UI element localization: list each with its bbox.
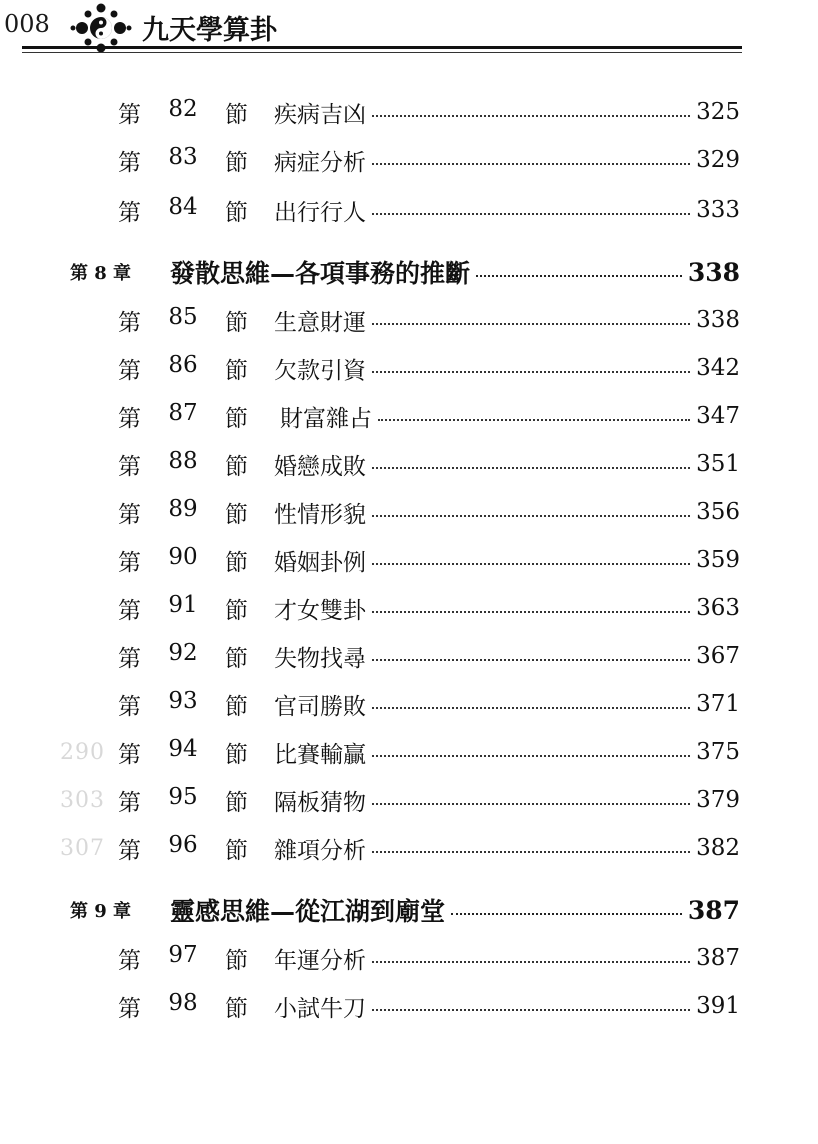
section-number: 第 90 節 [118, 543, 248, 576]
toc-chapter-row [70, 890, 740, 930]
toc-section-row [118, 938, 740, 978]
section-title: 疾病吉凶 [274, 101, 366, 128]
leader-dots [372, 659, 690, 661]
page-reference: 351 [696, 451, 740, 477]
page-reference: 387 [696, 945, 740, 971]
toc-section-row [118, 986, 740, 1026]
section-title: 婚姻卦例 [274, 549, 366, 576]
toc-section-row [118, 540, 740, 580]
section-title: 才女雙卦 [274, 597, 366, 624]
chapter-number: 第 9 章 [70, 901, 132, 922]
page-reference: 325 [696, 99, 740, 125]
page-reference: 342 [696, 355, 740, 381]
toc-section-row [118, 684, 740, 724]
leader-dots [476, 275, 682, 277]
leader-dots [372, 1009, 690, 1011]
page-reference: 329 [696, 147, 740, 173]
toc-section-row [118, 140, 740, 180]
page-reference: 356 [696, 499, 740, 525]
section-title: 小試牛刀 [274, 995, 366, 1022]
section-number: 第 84 節 [118, 193, 248, 226]
chapter-title: 靈感思維—從江湖到廟堂 [170, 897, 446, 926]
page-reference: 367 [696, 643, 740, 669]
page-reference: 347 [696, 403, 740, 429]
toc-section-row [118, 828, 740, 868]
section-number: 第 87 節 [118, 399, 248, 432]
toc-section-row [118, 190, 740, 230]
toc-section-row [118, 732, 740, 772]
section-title: 出行行人 [274, 199, 366, 226]
section-number: 第 89 節 [118, 495, 248, 528]
book-title: 九天學算卦 [142, 15, 277, 46]
section-number: 第 94 節 [118, 735, 248, 768]
section-title: 財富雜占 [280, 405, 372, 432]
leader-dots [372, 371, 690, 373]
section-title: 婚戀成敗 [274, 453, 366, 480]
section-title: 欠款引資 [274, 357, 366, 384]
leader-dots [372, 163, 690, 165]
leader-dots [378, 419, 690, 421]
toc-section-row [118, 492, 740, 532]
page-reference: 338 [696, 307, 740, 333]
section-number: 第 98 節 [118, 989, 248, 1022]
toc-section-row [118, 348, 740, 388]
section-title: 比賽輸贏 [274, 741, 366, 768]
page-reference: 382 [696, 835, 740, 861]
page-header [0, 0, 818, 60]
toc-section-row [118, 92, 740, 132]
section-number: 第 85 節 [118, 303, 248, 336]
chapter-title: 發散思維—各項事務的推斷 [170, 259, 471, 288]
section-title: 隔板猜物 [274, 789, 366, 816]
section-title: 雜項分析 [274, 837, 366, 864]
section-number: 第 97 節 [118, 941, 248, 974]
section-title: 官司勝敗 [274, 693, 366, 720]
header-rule-thick [22, 46, 742, 49]
toc-section-row [118, 588, 740, 628]
section-title: 病症分析 [274, 149, 366, 176]
page-reference: 387 [687, 895, 740, 925]
section-number: 第 96 節 [118, 831, 248, 864]
chapter-number: 第 8 章 [70, 263, 132, 284]
bleed-through-text: 307 [60, 836, 105, 861]
page-reference: 338 [687, 257, 740, 287]
page-reference: 391 [696, 993, 740, 1019]
leader-dots [372, 803, 690, 805]
page-reference: 359 [696, 547, 740, 573]
leader-dots [372, 115, 690, 117]
leader-dots [372, 707, 690, 709]
section-number: 第 91 節 [118, 591, 248, 624]
section-title: 年運分析 [274, 947, 366, 974]
header-rule-thin [22, 52, 742, 53]
leader-dots [372, 611, 690, 613]
page-reference: 371 [696, 691, 740, 717]
section-number: 第 88 節 [118, 447, 248, 480]
page-number: 008 [4, 10, 50, 38]
toc-section-row [118, 444, 740, 484]
toc-chapter-row [70, 252, 740, 292]
section-title: 性情形貌 [274, 501, 366, 528]
page-reference: 379 [696, 787, 740, 813]
bleed-through-text: 303 [60, 788, 105, 813]
leader-dots [372, 851, 690, 853]
leader-dots [372, 755, 690, 757]
leader-dots [372, 961, 690, 963]
leader-dots [372, 563, 690, 565]
section-number: 第 82 節 [118, 95, 248, 128]
section-number: 第 95 節 [118, 783, 248, 816]
toc-section-row [118, 396, 740, 436]
section-number: 第 86 節 [118, 351, 248, 384]
leader-dots [372, 467, 690, 469]
leader-dots [451, 913, 682, 915]
section-number: 第 92 節 [118, 639, 248, 672]
section-number: 第 83 節 [118, 143, 248, 176]
toc-section-row [118, 300, 740, 340]
section-number: 第 93 節 [118, 687, 248, 720]
section-title: 失物找尋 [274, 645, 366, 672]
bleed-through-text: 290 [60, 740, 105, 765]
leader-dots [372, 515, 690, 517]
page-reference: 363 [696, 595, 740, 621]
section-title: 生意財運 [274, 309, 366, 336]
page-reference: 375 [696, 739, 740, 765]
toc-section-row [118, 636, 740, 676]
leader-dots [372, 213, 690, 215]
toc-section-row [118, 780, 740, 820]
page-reference: 333 [696, 197, 740, 223]
leader-dots [372, 323, 690, 325]
